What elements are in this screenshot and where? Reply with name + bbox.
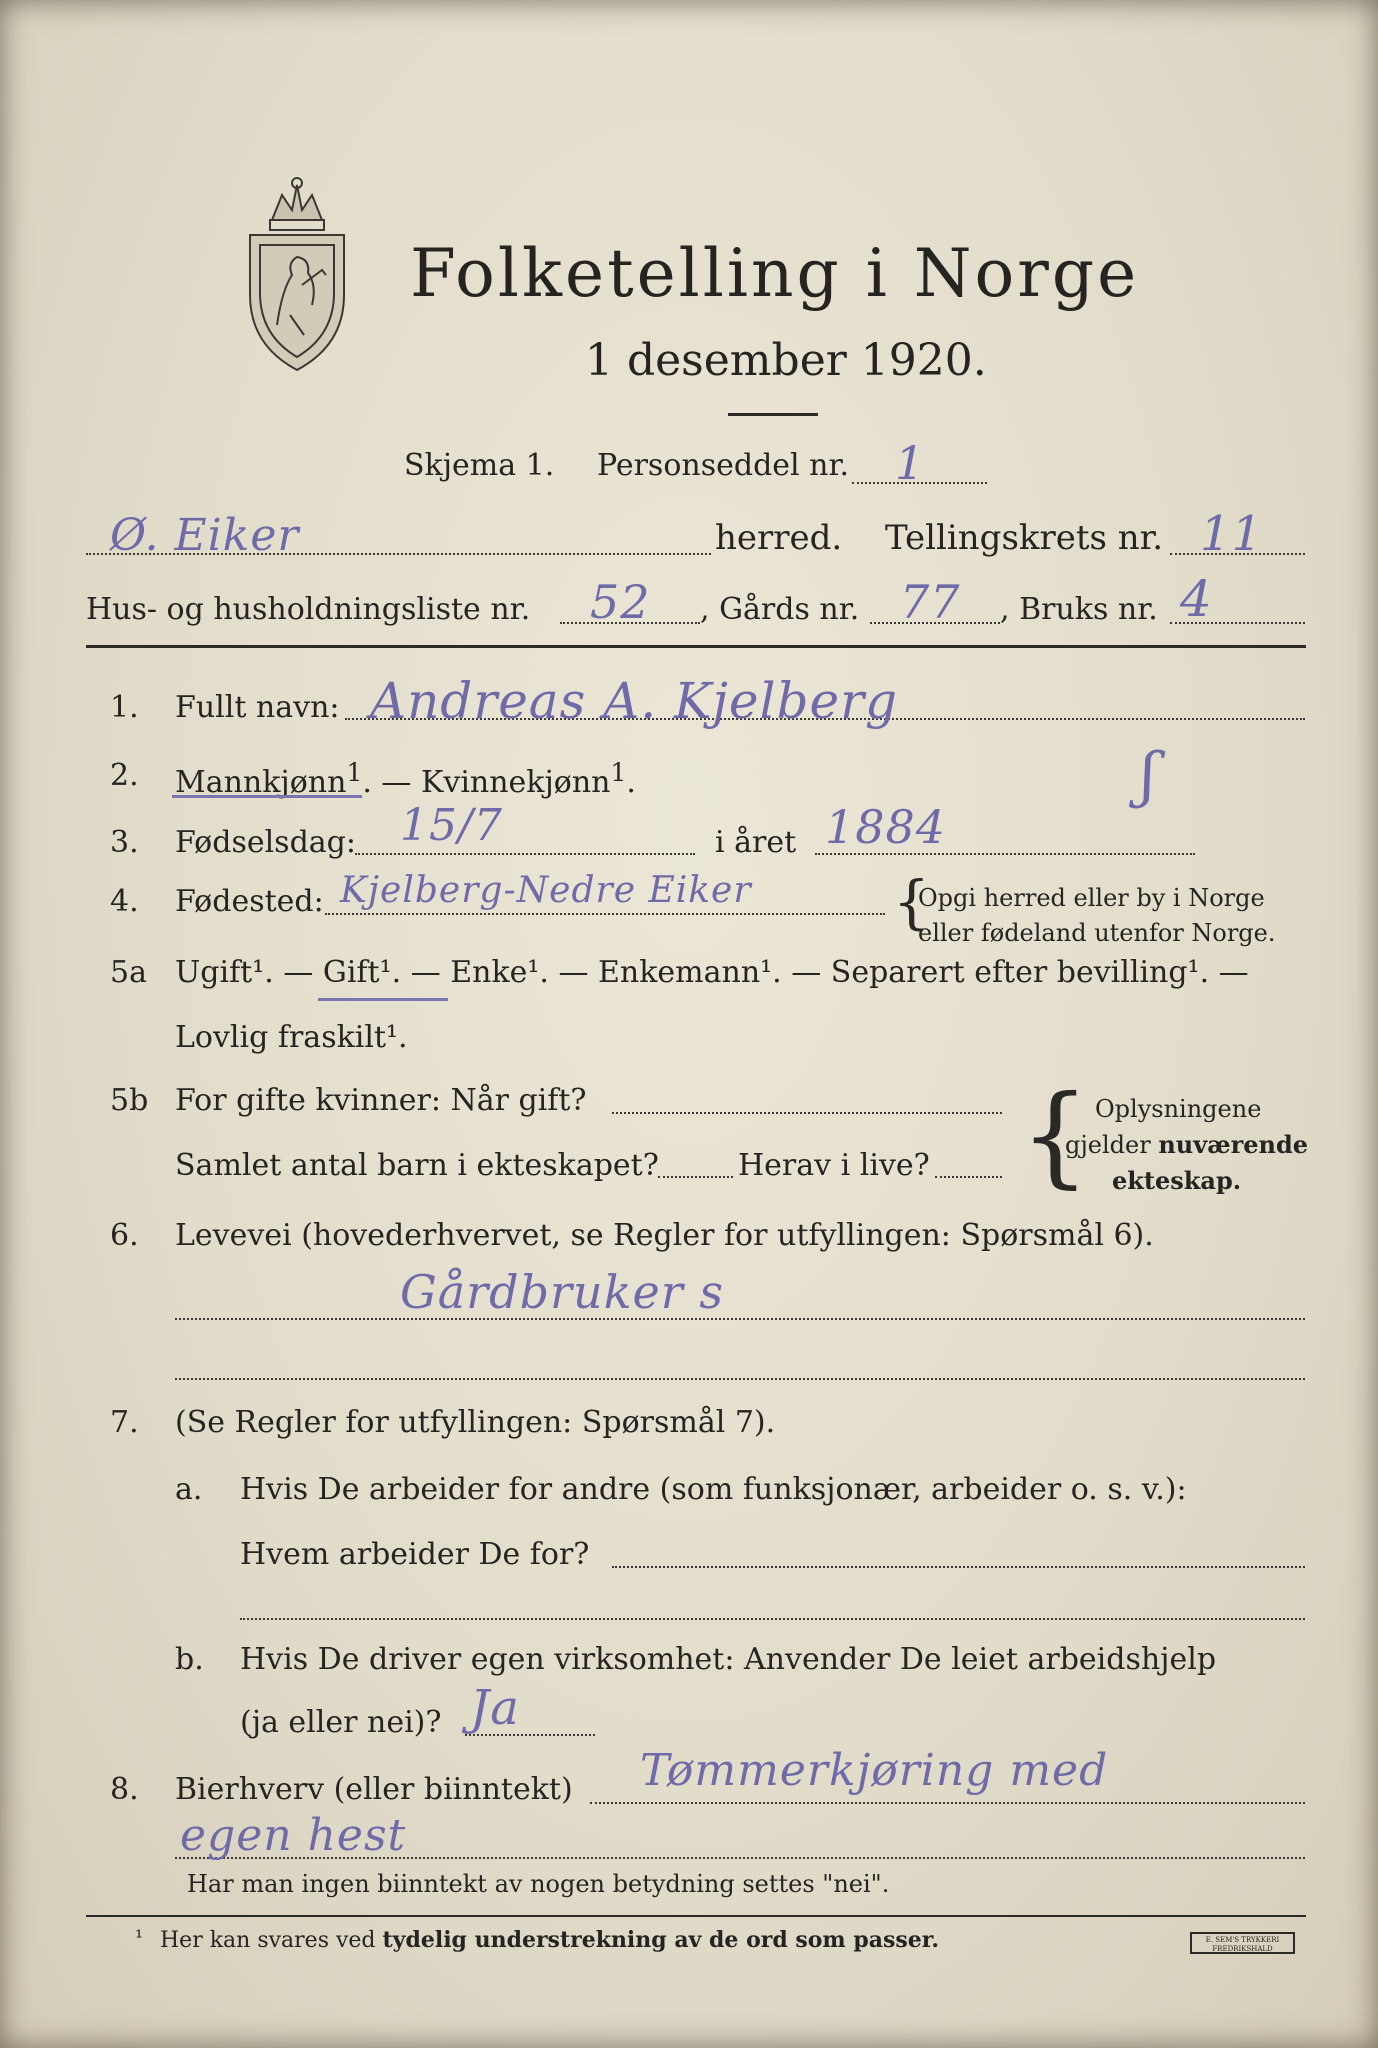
q5b-brace: {: [1020, 1071, 1090, 1199]
q7-label: (Se Regler for utfyllingen: Spørsmål 7).: [175, 1405, 776, 1440]
q7a-line2: Hvem arbeider De for?: [240, 1537, 590, 1572]
skjema-label: Skjema 1.: [404, 448, 555, 483]
q4-value: Kjelberg-Nedre Eiker: [340, 870, 752, 911]
gards-value: 77: [900, 575, 961, 629]
gards-label: , Gårds nr.: [700, 592, 860, 627]
q5a-number: 5a: [110, 955, 147, 990]
q4-brace: {: [893, 868, 930, 936]
q5b-when-line: [612, 1112, 1002, 1114]
q3-day-line: [355, 853, 695, 855]
q8-note: Har man ingen biinntekt av nogen betydning settes "nei".: [187, 1870, 890, 1898]
q3-year-value: 1884: [825, 800, 947, 854]
q7-number: 7.: [110, 1405, 139, 1440]
q2-text: Mannkjønn$^1$. — Kvinnekjønn$^1$.: [175, 758, 636, 800]
q4-note-line1: Opgi herred eller by i Norge: [918, 884, 1265, 912]
q7a-letter: a.: [175, 1472, 203, 1507]
q4-number: 4.: [110, 884, 139, 919]
husliste-value: 52: [590, 575, 651, 629]
q5b-note-line3: ekteskap.: [1112, 1166, 1242, 1195]
census-date: 1 desember 1920.: [585, 335, 987, 386]
q3-label: Fødselsdag:: [175, 825, 356, 860]
q1-number: 1.: [110, 690, 139, 725]
q5b-when-married: For gifte kvinner: Når gift?: [175, 1083, 587, 1118]
q2-separator: . —: [362, 765, 421, 800]
personseddel-label: Personseddel nr.: [597, 448, 850, 483]
q5b-number: 5b: [110, 1083, 149, 1118]
q5b-children-alive: Herav i live?: [738, 1148, 930, 1183]
footnote-mark: ¹: [135, 1925, 144, 1949]
husliste-label: Hus- og husholdningsliste nr.: [86, 592, 531, 627]
tellingskrets-value: 11: [1200, 506, 1264, 562]
q5a-options-line2: Lovlig fraskilt¹.: [175, 1020, 408, 1055]
tellingskrets-label: Tellingskrets nr.: [885, 518, 1164, 558]
q3-number: 3.: [110, 825, 139, 860]
q6-number: 6.: [110, 1218, 139, 1253]
footnote-text: Her kan svares ved tydelig understrekning av de ord som passer.: [160, 1927, 940, 1953]
q8-line1: [590, 1802, 1305, 1804]
q5a-options-line1: Ugift¹. — Gift¹. — Enke¹. — Enkemann¹. — Separert efter bevilling¹. —: [175, 955, 1249, 990]
q4-note-line2: eller fødeland utenfor Norge.: [918, 919, 1276, 947]
footnote-divider: [86, 1915, 1306, 1917]
q2-male-underline: [172, 795, 362, 798]
q8-number: 8.: [110, 1772, 139, 1807]
q7a-line1: Hvis De arbeider for andre (som funksjonær, arbeider o. s. v.):: [240, 1472, 1187, 1507]
q5b-note-line2: gjelder nuværende: [1065, 1130, 1309, 1159]
q1-label: Fullt navn:: [175, 690, 340, 725]
bruks-value: 4: [1180, 570, 1213, 628]
q2-check-mark: ʃ: [1140, 740, 1158, 810]
q7b-value: Ja: [470, 1680, 520, 1736]
q1-value: Andreas A. Kjelberg: [370, 672, 899, 730]
q6-label: Levevei (hovederhvervet, se Regler for utfyllingen: Spørsmål 6).: [175, 1218, 1154, 1253]
q3-day-value: 15/7: [400, 800, 503, 851]
q8-value-line1: Tømmerkjøring med: [640, 1745, 1109, 1796]
norway-coat-of-arms-icon: [242, 175, 352, 375]
q7b-line2: (ja eller nei)?: [240, 1705, 442, 1740]
q5b-children-total: Samlet antal barn i ekteskapet?: [175, 1148, 659, 1183]
herred-label: herred.: [715, 518, 843, 558]
q7b-letter: b.: [175, 1642, 204, 1677]
form-title: Folketelling i Norge: [410, 235, 1140, 312]
q8-value-line2: egen hest: [180, 1810, 407, 1861]
herred-value: Ø. Eiker: [110, 510, 300, 561]
q2-female-option: Kvinnekjønn: [420, 765, 611, 800]
section-divider: [86, 645, 1306, 648]
q5b-children-line: [658, 1176, 733, 1178]
q6-line1: [175, 1318, 1305, 1320]
q7a-extra-line: [240, 1618, 1305, 1620]
q7b-line1: Hvis De driver egen virksomhet: Anvender De leiet arbeidshjelp: [240, 1642, 1217, 1677]
q2-male-option: Mannkjønn: [175, 765, 347, 800]
q6-value: Gårdbruker s: [400, 1265, 724, 1319]
personseddel-value: 1: [895, 436, 926, 490]
q4-line: [325, 913, 885, 915]
q5a-gift-underline: [318, 998, 448, 1001]
bruks-label: , Bruks nr.: [1000, 592, 1158, 627]
q6-line2: [175, 1378, 1305, 1380]
q5b-note-line1: Oplysningene: [1095, 1095, 1262, 1123]
q8-label: Bierhverv (eller biinntekt): [175, 1772, 573, 1807]
printer-stamp: E. SEM'S TRYKKERI FREDRIKSHALD: [1190, 1932, 1295, 1954]
q3-year-label: i året: [715, 825, 797, 860]
q4-label: Fødested:: [175, 884, 324, 919]
q7a-answer-line: [612, 1566, 1305, 1568]
q2-number: 2.: [110, 758, 139, 793]
title-divider: [728, 413, 818, 416]
q5b-alive-line: [935, 1176, 1002, 1178]
